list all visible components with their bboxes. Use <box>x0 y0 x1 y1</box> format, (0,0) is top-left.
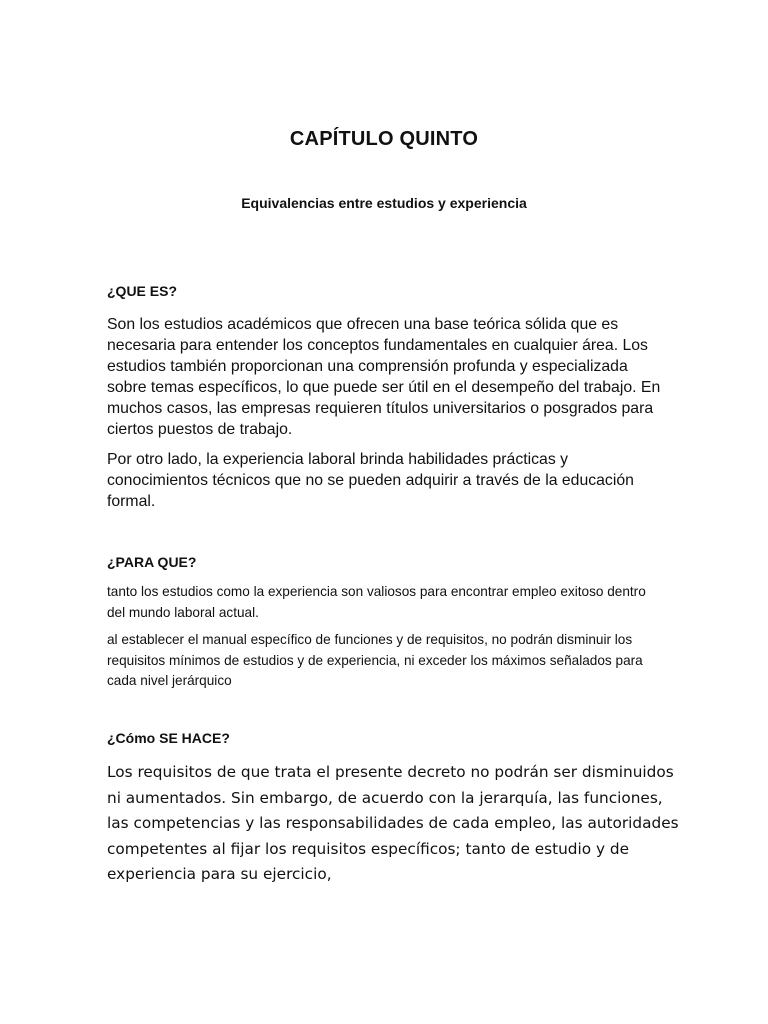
section-heading-como-se-hace: ¿Cómo SE HACE? <box>107 730 230 746</box>
chapter-subtitle: Equivalencias entre estudios y experiencia <box>241 195 527 211</box>
chapter-title: CAPÍTULO QUINTO <box>289 128 479 150</box>
paragraph-que-es-2: Por otro lado, la experiencia laboral brinda habilidades prácticas y conocimientos técnicos que no se pueden adquirir a través de la educación formal. <box>107 451 634 510</box>
paragraph-como-se-hace-1: Los requisitos de que trata el presente decreto no podrán ser disminuidos ni aumentados. Sin embargo, de acuerdo con la jerarquía, las funciones, las competencias y las responsabilidades de cada empleo, las autoridades competentes al fijar los requisitos específicos; tanto de estudio y de experiencia para su ejercicio, <box>107 763 679 883</box>
section-heading-para-que: ¿PARA QUE? <box>107 554 197 570</box>
section-heading-que-es: ¿QUE ES? <box>107 283 178 299</box>
paragraph-que-es-1: Son los estudios académicos que ofrecen una base teórica sólida que es necesaria para entender los conceptos fundamentales en cualquier área. Los estudios también proporcionan una comprensión profunda y especializada sobre temas específicos, lo que puede ser útil en el desempeño del trabajo. En muchos casos, las empresas requieren títulos universitarios o posgrados para ciertos puestos de trabajo. <box>107 316 661 438</box>
paragraph-para-que-2: al establecer el manual específico de funciones y de requisitos, no podrán disminuir los requisitos mínimos de estudios y de experiencia, ni exceder los máximos señalados para cada nivel jerárquico <box>107 632 643 688</box>
paragraph-para-que-1: tanto los estudios como la experiencia son valiosos para encontrar empleo exitoso dentro del mundo laboral actual. <box>107 584 646 620</box>
